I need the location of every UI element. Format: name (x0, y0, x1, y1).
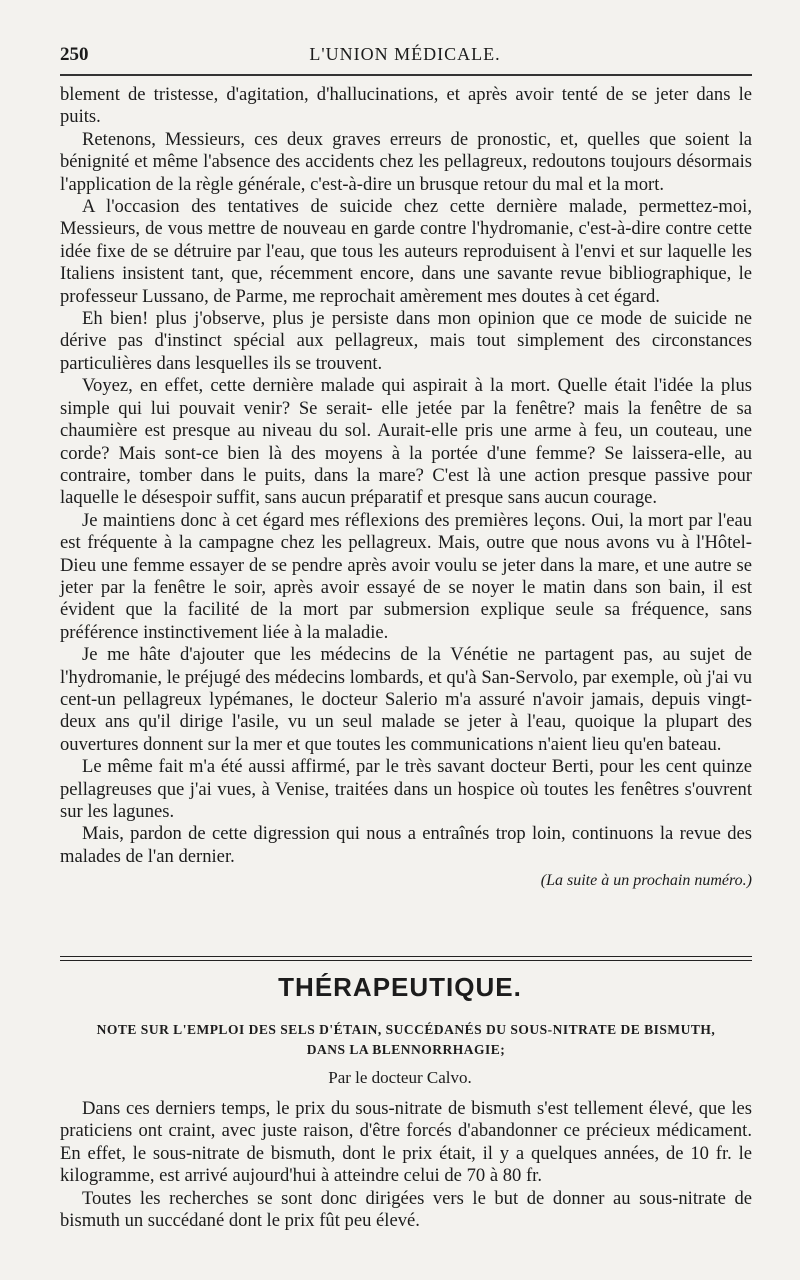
paragraph: Retenons, Messieurs, ces deux graves erreurs de pronostic, et, quelles que soient la bénignité et même l'absence des accidents chez les pellagreux, redoutons toujours désormais l'application de la règle générale, c'est-à-dire un brusque retour du mal et la mort. (60, 128, 752, 195)
paragraph: Je maintiens donc à cet égard mes réflexions des premières leçons. Oui, la mort par l'eau est fréquente à la campagne chez les pellagreux. Mais, outre que nous avons vu à l'Hôtel-Dieu une femme essayer de se pendre après avoir voulu se jeter dans la mare, et une autre se jeter par la fenêtre le soir, après avoir essayé de se noyer le matin dans son bain, il est évident que la facilité de la mort par submersion explique seule sa fréquence, sans préférence instinctivement liée à la maladie. (60, 509, 752, 643)
paragraph: Dans ces derniers temps, le prix du sous-nitrate de bismuth s'est tellement élevé, que les praticiens ont craint, avec juste raison, d'être forcés d'abandonner ce précieux médicament. En effet, le sous-nitrate de bismuth, dont le prix était, il y a quelques années, de 10 fr. le kilogramme, est arrivé aujourd'hui à atteindre celui de 70 à 80 fr. (60, 1098, 752, 1187)
article-text (60, 1098, 752, 1232)
running-title: L'UNION MÉDICALE. (309, 44, 501, 64)
section-divider (60, 956, 752, 961)
paragraph: Mais, pardon de cette digression qui nous a entraînés trop loin, continuons la revue des malades de l'an dernier. (60, 823, 752, 867)
article-title (60, 1020, 752, 1060)
page-header (60, 38, 750, 70)
page-number: 250 (60, 44, 89, 65)
section-title: THÉRAPEUTIQUE. (278, 972, 522, 1002)
paragraph: blement de tristesse, d'agitation, d'hallucinations, et après avoir tenté de se jeter dans le puits. (60, 84, 752, 128)
paragraph: Je me hâte d'ajouter que les médecins de la Vénétie ne partagent pas, au sujet de l'hydromanie, le préjugé des médecins lombards, et qu'à San-Servolo, par exemple, où j'ai vu cent-un pellagreux lypémanes, le docteur Salerio m'a assuré n'avoir jamais, depuis vingt-deux ans qu'il dirige l'asile, vu un seul malade se jeter à l'eau, quoique la plupart des ouvertures donnent sur la mer et que toutes les communications n'aient lieu qu'en bateau. (60, 644, 752, 755)
continuation-note: (La suite à un prochain numéro.) (540, 872, 752, 890)
paragraph: Eh bien! plus j'observe, plus je persiste dans mon opinion que ce mode de suicide ne dérive pas d'instinct spécial aux pellagreux, mais tout simplement des circonstances particulières dans lesquelles ils se trouvent. (60, 308, 752, 374)
article-byline: Par le docteur Calvo. (328, 1068, 472, 1087)
paragraph: Le même fait m'a été aussi affirmé, par le très savant docteur Berti, pour les cent quinze pellagreuses que j'ai vues, à Venise, traitées dans un hospice où toutes les fenêtres s'ouvrent sur les lagunes. (60, 756, 752, 822)
paragraph: Toutes les recherches se sont donc dirigées vers le but de donner au sous-nitrate de bismuth un succédané dont le prix fût peu élevé. (60, 1187, 752, 1232)
article-title-line: DANS LA BLENNORRHAGIE; (306, 1042, 506, 1057)
article-title-line: NOTE SUR L'EMPLOI DES SELS D'ÉTAIN, SUCCÉDANÉS DU SOUS-NITRATE DE BISMUTH, (96, 1022, 716, 1037)
header-rule (60, 74, 752, 76)
main-text (60, 84, 752, 893)
paragraph: Voyez, en effet, cette dernière malade qui aspirait à la mort. Quelle était l'idée la plus simple qui lui pouvait venir? Se serait- elle jetée par la fenêtre? mais la fenêtre de sa chaumière est presque au niveau du sol. Aurait-elle pris une arme à feu, un couteau, une corde? Mais sont-ce bien là des moyens à la portée d'une femme? Se laissera-elle, au contraire, tomber dans le puits, dans la mare? C'est là une action presque passive pour laquelle le désespoir suffit, sans aucun préparatif et presque sans aucun courage. (60, 375, 752, 509)
paragraph: A l'occasion des tentatives de suicide chez cette dernière malade, permettez-moi, Messieurs, de vous mettre de nouveau en garde contre l'hydromanie, c'est-à-dire contre cette idée fixe de se détruire par l'eau, que tous les auteurs reproduisent à l'envi et sur laquelle les Italiens insistent tant, que, récemment encore, dans une savante revue bibliographique, le professeur Lussano, de Parme, me reprochait amèrement mes doutes à cet égard. (60, 196, 752, 307)
